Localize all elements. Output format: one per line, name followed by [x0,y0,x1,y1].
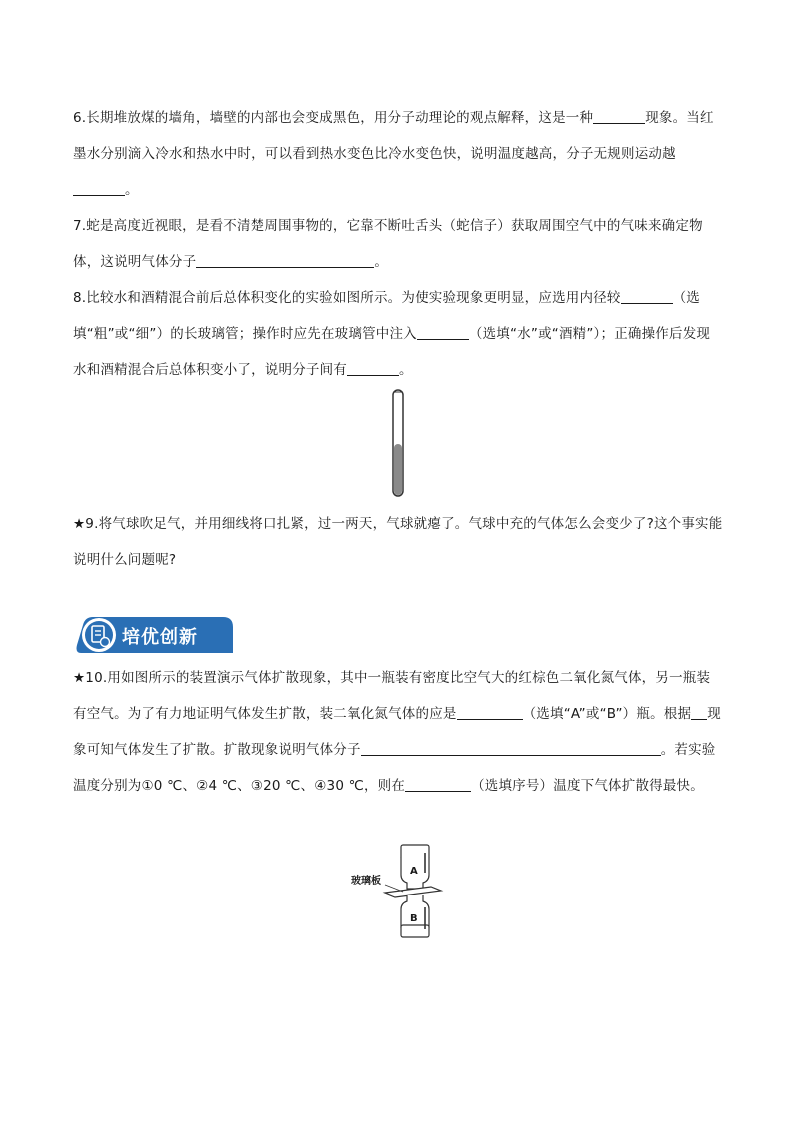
question-10 [73,660,723,804]
glass-tube-figure [380,388,416,500]
q8-text-3: （选填“水”或“酒精”）；正确操作后发现水和酒精混合后总体积变小了，说明分子间有 [73,326,711,378]
answer-blank[interactable] [405,777,471,792]
q10-text-1: ★10.用如图所示的装置演示气体扩散现象，其中一瓶装有密度比空气大的红棕色二氧化氮气体，另一瓶装有空气。为了有力地证明气体发生扩散，装二氧化氮气体的应是 [73,670,711,722]
q9-text: ★9.将气球吹足气，并用细线将口扎紧，过一两天，气球就瘪了。气球中充的气体怎么会变少了?这个事实能说明什么问题呢? [73,516,723,568]
question-9 [73,506,723,578]
q6-text-1: 6.长期堆放煤的墙角，墙壁的内部也会变成黑色，用分子动理论的观点解释，这是一种 [73,110,594,126]
plate-leader-line [385,885,403,892]
glass-plate-label: 玻璃板 [351,876,381,887]
question-7 [73,208,723,280]
section-title: 培优创新 [122,627,198,648]
question-8 [73,280,723,388]
q7-text-2: 。 [374,254,389,270]
q8-text-2: （选填“粗”或“细”）的长玻璃管；操作时应先在玻璃管中注入 [73,290,700,342]
q8-text-4: 。 [399,362,413,378]
gas-diffusion-figure [345,843,445,939]
tube-liquid [394,444,402,495]
q10-text-2: （选填“A”或“B”）瓶。根据 [522,706,692,722]
answer-blank[interactable] [196,253,374,268]
answer-blank[interactable] [457,705,523,720]
clock-icon [101,638,110,647]
q7-text-1: 7.蛇是高度近视眼，是看不清楚周围事物的，它靠不断吐舌头（蛇信子）获取周围空气中的气味来确定物体，这说明气体分子 [73,218,703,270]
answer-blank[interactable] [347,361,399,376]
q10-text-4: 。若实验温度分别为①0 ℃、②4 ℃、③20 ℃、④30 ℃，则在 [73,742,716,794]
q10-text-5: （选填序号）温度下气体扩散得最快。 [471,778,704,794]
answer-blank[interactable] [691,705,707,720]
answer-blank[interactable] [621,289,673,304]
q8-text-1: 8.比较水和酒精混合前后总体积变化的实验如图所示。为使实验现象更明显，应选用内径较 [73,290,621,306]
answer-blank[interactable] [593,109,645,124]
answer-blank[interactable] [73,181,125,196]
answer-blank[interactable] [417,325,469,340]
bottle-b-label: B [410,913,418,924]
q6-text-2: 现象。当红墨水分别滴入冷水和热水中时，可以看到热水变色比冷水变色快，说明温度越高，分子无规则运动越 [73,110,714,162]
answer-blank[interactable] [361,741,661,756]
q10-text-3: 现象可知气体发生了扩散。扩散现象说明气体分子 [73,706,721,758]
bottle-a-label: A [410,866,418,877]
question-6 [73,100,723,208]
q6-text-3: 。 [125,182,139,198]
